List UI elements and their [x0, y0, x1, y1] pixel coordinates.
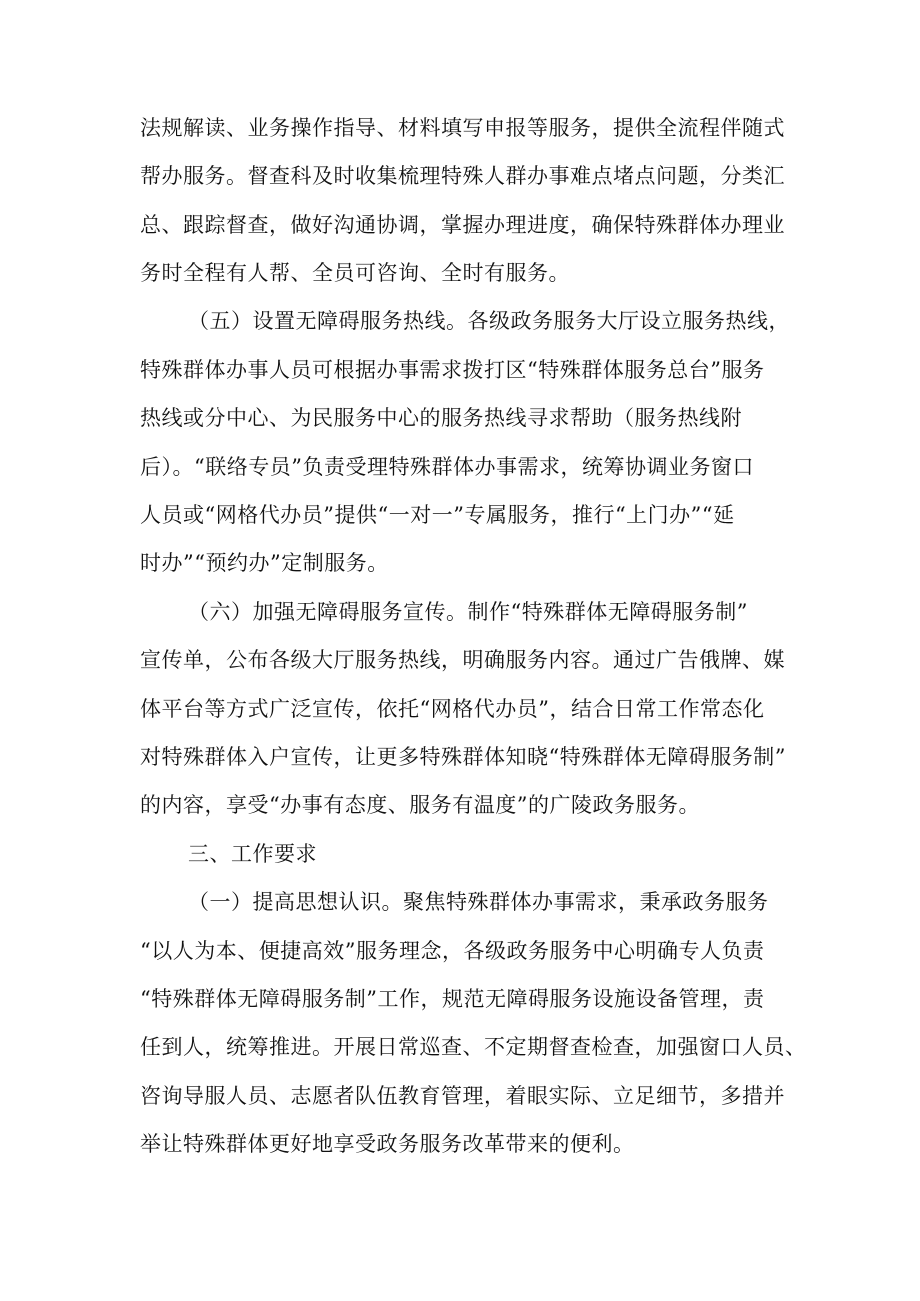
text-line: 后）。“联络专员”负责受理特殊群体办事需求，统筹协调业务窗口: [140, 455, 754, 479]
text-line: 体平台等方式广泛宣传，依托“网格代办员”，结合日常工作常态化: [140, 697, 765, 721]
text-line: 法规解读、业务操作指导、材料填写申报等服务，提供全流程伴随式: [140, 116, 785, 140]
text-line: 总、跟踪督查，做好沟通协调，掌握办理进度，确保特殊群体办理业: [140, 213, 785, 237]
text-line: 举让特殊群体更好地享受政务服务改革带来的便利。: [140, 1132, 635, 1156]
text-line: 宣传单，公布各级大厅服务热线，明确服务内容。通过广告俄牌、媒: [140, 648, 785, 672]
text-line: 咨询导服人员、志愿者队伍教育管理，着眼实际、立足细节，多措并: [140, 1084, 785, 1108]
text-line: 任到人，统筹推进。开展日常巡查、不定期督查检查，加强窗口人员、: [140, 1035, 807, 1059]
text-line: 的内容，享受“办事有态度、服务有温度”的广陵政务服务。: [140, 793, 700, 817]
section-heading: 三、工作要求: [188, 842, 317, 866]
text-line: 对特殊群体入户宣传，让更多特殊群体知晓“特殊群体无障碍服务制”: [140, 745, 786, 769]
text-line: “以人为本、便捷高效”服务理念，各级政务服务中心明确专人负责: [140, 939, 765, 963]
paragraph-heading-1: （一）提高思想认识。聚焦特殊群体办事需求，秉承政务服务: [188, 890, 769, 914]
text-line: 时办”“预约办”定制服务。: [140, 551, 389, 575]
text-line: 人员或“网格代办员”提供“一对一”专属服务，推行“上门办”“延: [140, 503, 735, 527]
text-line: 务时全程有人帮、全员可咨询、全时有服务。: [140, 261, 570, 285]
text-line: 帮办服务。督查科及时收集梳理特殊人群办事难点堵点问题，分类汇: [140, 164, 785, 188]
text-line: “特殊群体无障碍服务制”工作，规范无障碍服务设施设备管理，责: [140, 987, 765, 1011]
text-line: 热线或分中心、为民服务中心的服务热线寻求帮助（服务热线附: [140, 406, 742, 430]
paragraph-heading-6: （六）加强无障碍服务宣传。制作“特殊群体无障碍服务制”: [188, 600, 748, 624]
text-line: 特殊群体办事人员可根据办事需求拨打区“特殊群体服务总台”服务: [140, 358, 765, 382]
paragraph-heading-5: （五）设置无障碍服务热线。各级政务服务大厅设立服务热线，: [188, 309, 790, 333]
